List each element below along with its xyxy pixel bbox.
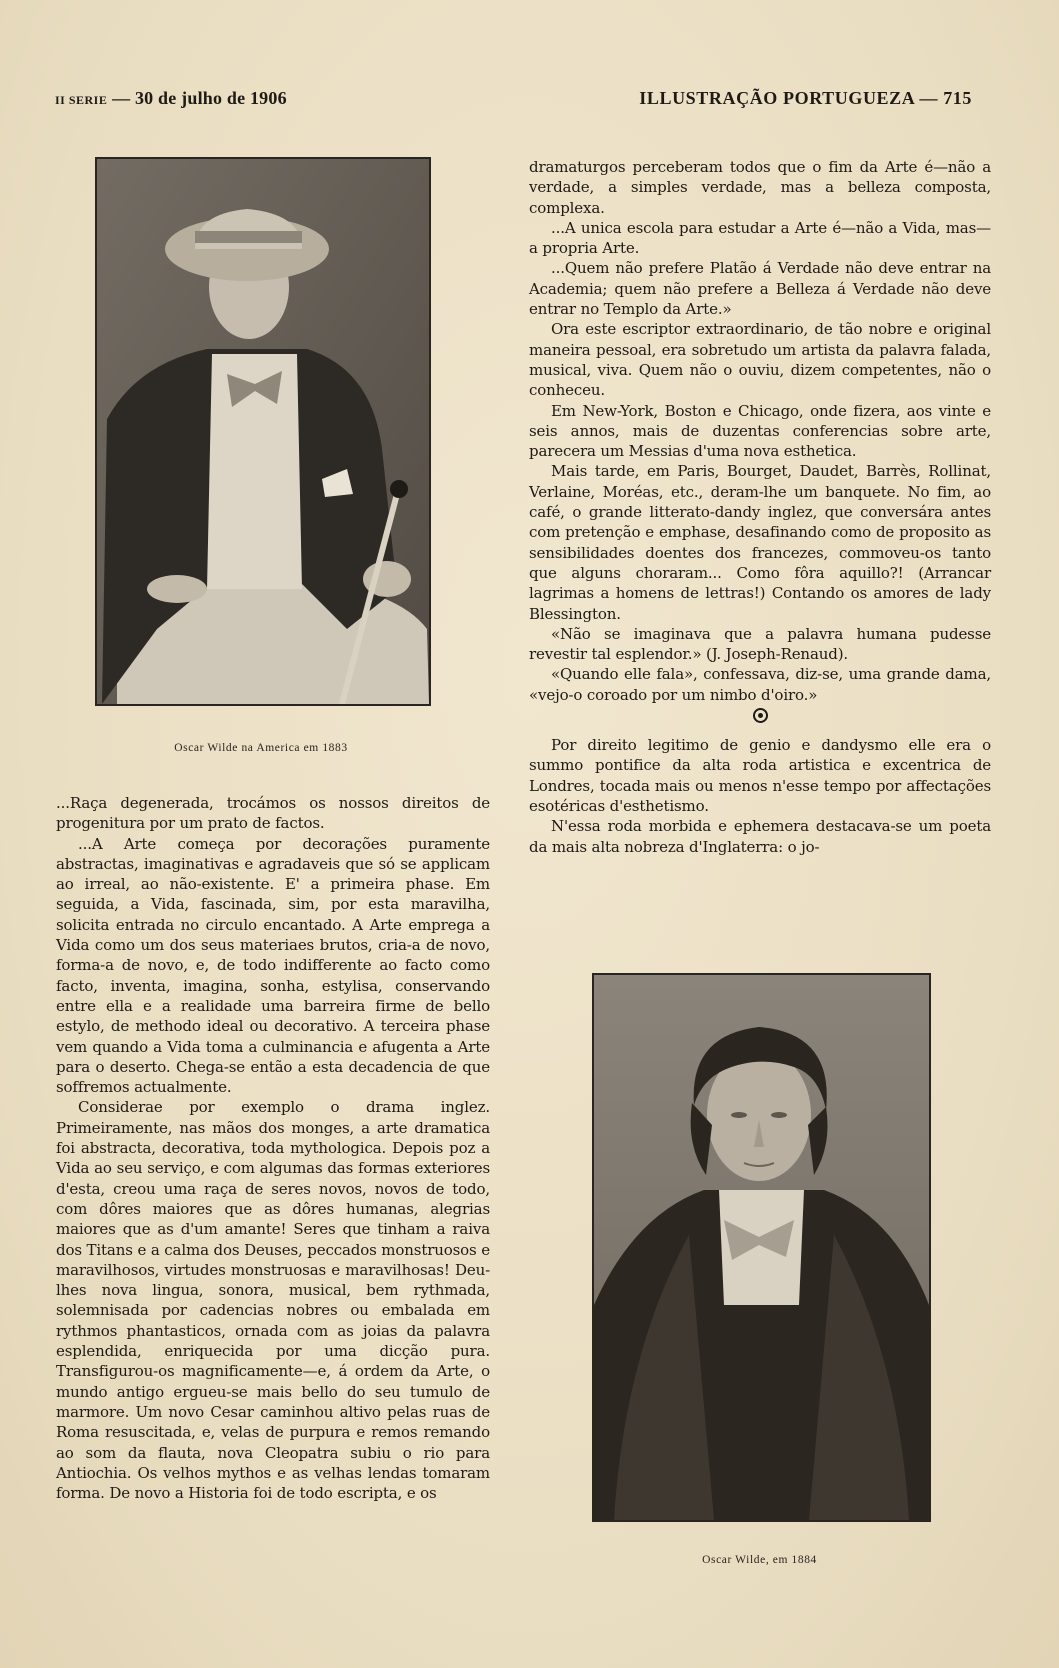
header-issue bbox=[55, 88, 287, 109]
paragraph: ...A Arte começa por decorações puramente abstractas, imaginativas e agradaveis que só se applicam ao irreal, ao não-existente. E' a primeira phase. Em seguida, a Vida, fascinada, sim, por esta maravilha, solicita entrada no circulo encantado. A Arte emprega a Vida como um dos seus materiaes brutos, cria-a de novo, forma-a de novo, e, de todo indifferente ao facto como facto, inventa, imagina, sonha, estylisa, conservando entre ella e a realidade uma barreira firme de bello estylo, de methodo ideal ou decorativo. A terceira phase vem quando a Vida toma a culminancia e afugenta a Arte para o deserto. Chega-se então a esta decadencia de que soffremos actualmente. bbox=[56, 834, 490, 1097]
paragraph: ...A unica escola para estudar a Arte é—não a Vida, mas—a propria Arte. bbox=[529, 218, 991, 258]
photo-caption-1883: Oscar Wilde na America em 1883 bbox=[174, 742, 348, 754]
paragraph: Mais tarde, em Paris, Bourget, Daudet, Barrès, Rollinat, Verlaine, Moréas, etc., deram-lhe um banquete. No fim, ao café, o grande litterato-dandy inglez, que conversára antes com pretenção e emphase, desafinando como de proposito as sensibilidades doentes dos francezes, commoveu-os tanto que alguns choraram... Como fôra aquillo?! (Arrancar lagrimas a homens de lettras!) Contando os amores de lady Blessington. bbox=[529, 462, 991, 623]
paragraph: «Não se imaginava que a palavra humana pudesse revestir tal esplendor.» (J. Joseph-Renaud). bbox=[529, 624, 991, 664]
section-ornament-icon bbox=[529, 705, 991, 735]
right-column-top bbox=[529, 157, 991, 857]
paragraph: Em New-York, Boston e Chicago, onde fizera, aos vinte e seis annos, mais de duzentas conferencias sobre arte, parecera um Messias d'uma nova esthetica. bbox=[529, 401, 991, 461]
paragraph: ...Quem não prefere Platão á Verdade não deve entrar na Academia; quem não prefere a Belleza á Verdade não deve entrar no Templo da Arte.» bbox=[529, 259, 991, 319]
paragraph: Por direito legitimo de genio e dandysmo elle era o summo pontifice da alta roda artistica e excentrica de Londres, tocada mais ou menos n'esse tempo por affectações esotéricas d'esthetismo. bbox=[529, 736, 991, 815]
page-header bbox=[55, 88, 972, 116]
paragraph: Ora este escriptor extraordinario, de tão nobre e original maneira pessoal, era sobretudo um artista da palavra falada, musical, viva. Quem não o ouviu, dizem competentes, não o conheceu. bbox=[529, 320, 991, 400]
paragraph: Considerae por exemplo o drama inglez. Primeiramente, nas mãos dos monges, a arte dramatica foi abstracta, decorativa, toda mythologica. Depois poz a Vida ao seu serviço, e com algumas das formas exteriores d'esta, creou uma raça de seres novos, novos de todo, com dôres maiores que as dôres humanas, alegrias maiores que as d'um amante! Seres que tinham a raiva dos Titans e a calma dos Deuses, peccados monstruosos e maravilhosos, virtudes monstruosas e maravilhosas! Deu-lhes nova lingua, sonora, musical, bem rythmada, solemnisada por cadencias nobres ou embalada em rythmos phantasticos, ornada com as joias da palavra esplendida, enriquecida por uma dicção pura. Transfigurou-os magnificamente—e, á ordem da Arte, o mundo antigo ergueu-se mais bello do seu tumulo de marmore. Um novo Cesar caminhou altivo pelas ruas de Roma resuscitada, e, velas de purpura e remos remando ao som da flauta, nova Cleopatra subiu o rio para Antiochia. Os velhos mythos e as velhas lendas tomaram forma. De novo a Historia foi de todo escripta, e os bbox=[56, 1098, 490, 1503]
paragraph: dramaturgos perceberam todos que o fim da Arte é—não a verdade, a simples verdade, mas a belleza composta, complexa. bbox=[529, 158, 991, 217]
left-column bbox=[56, 793, 490, 1503]
photo-oscar-wilde-1883 bbox=[95, 157, 431, 706]
photo-oscar-wilde-1884 bbox=[592, 973, 931, 1522]
header-publication bbox=[639, 88, 972, 109]
header-serie: II SERIE bbox=[55, 93, 108, 107]
header-page-number: — 715 bbox=[919, 88, 972, 108]
header-date: — 30 de julho de 1906 bbox=[112, 88, 287, 108]
paragraph: «Quando elle fala», confessava, diz-se, uma grande dama, «vejo-o coroado por um nimbo d'oiro.» bbox=[529, 665, 991, 704]
photo-caption-1884: Oscar Wilde, em 1884 bbox=[702, 1554, 817, 1566]
header-magazine: ILLUSTRAÇÃO PORTUGUEZA bbox=[639, 88, 915, 108]
paragraph: N'essa roda morbida e ephemera destacava-se um poeta da mais alta nobreza d'Inglaterra: o jo- bbox=[529, 817, 991, 856]
paragraph: ...Raça degenerada, trocámos os nossos direitos de progenitura por um prato de factos. bbox=[56, 794, 490, 833]
